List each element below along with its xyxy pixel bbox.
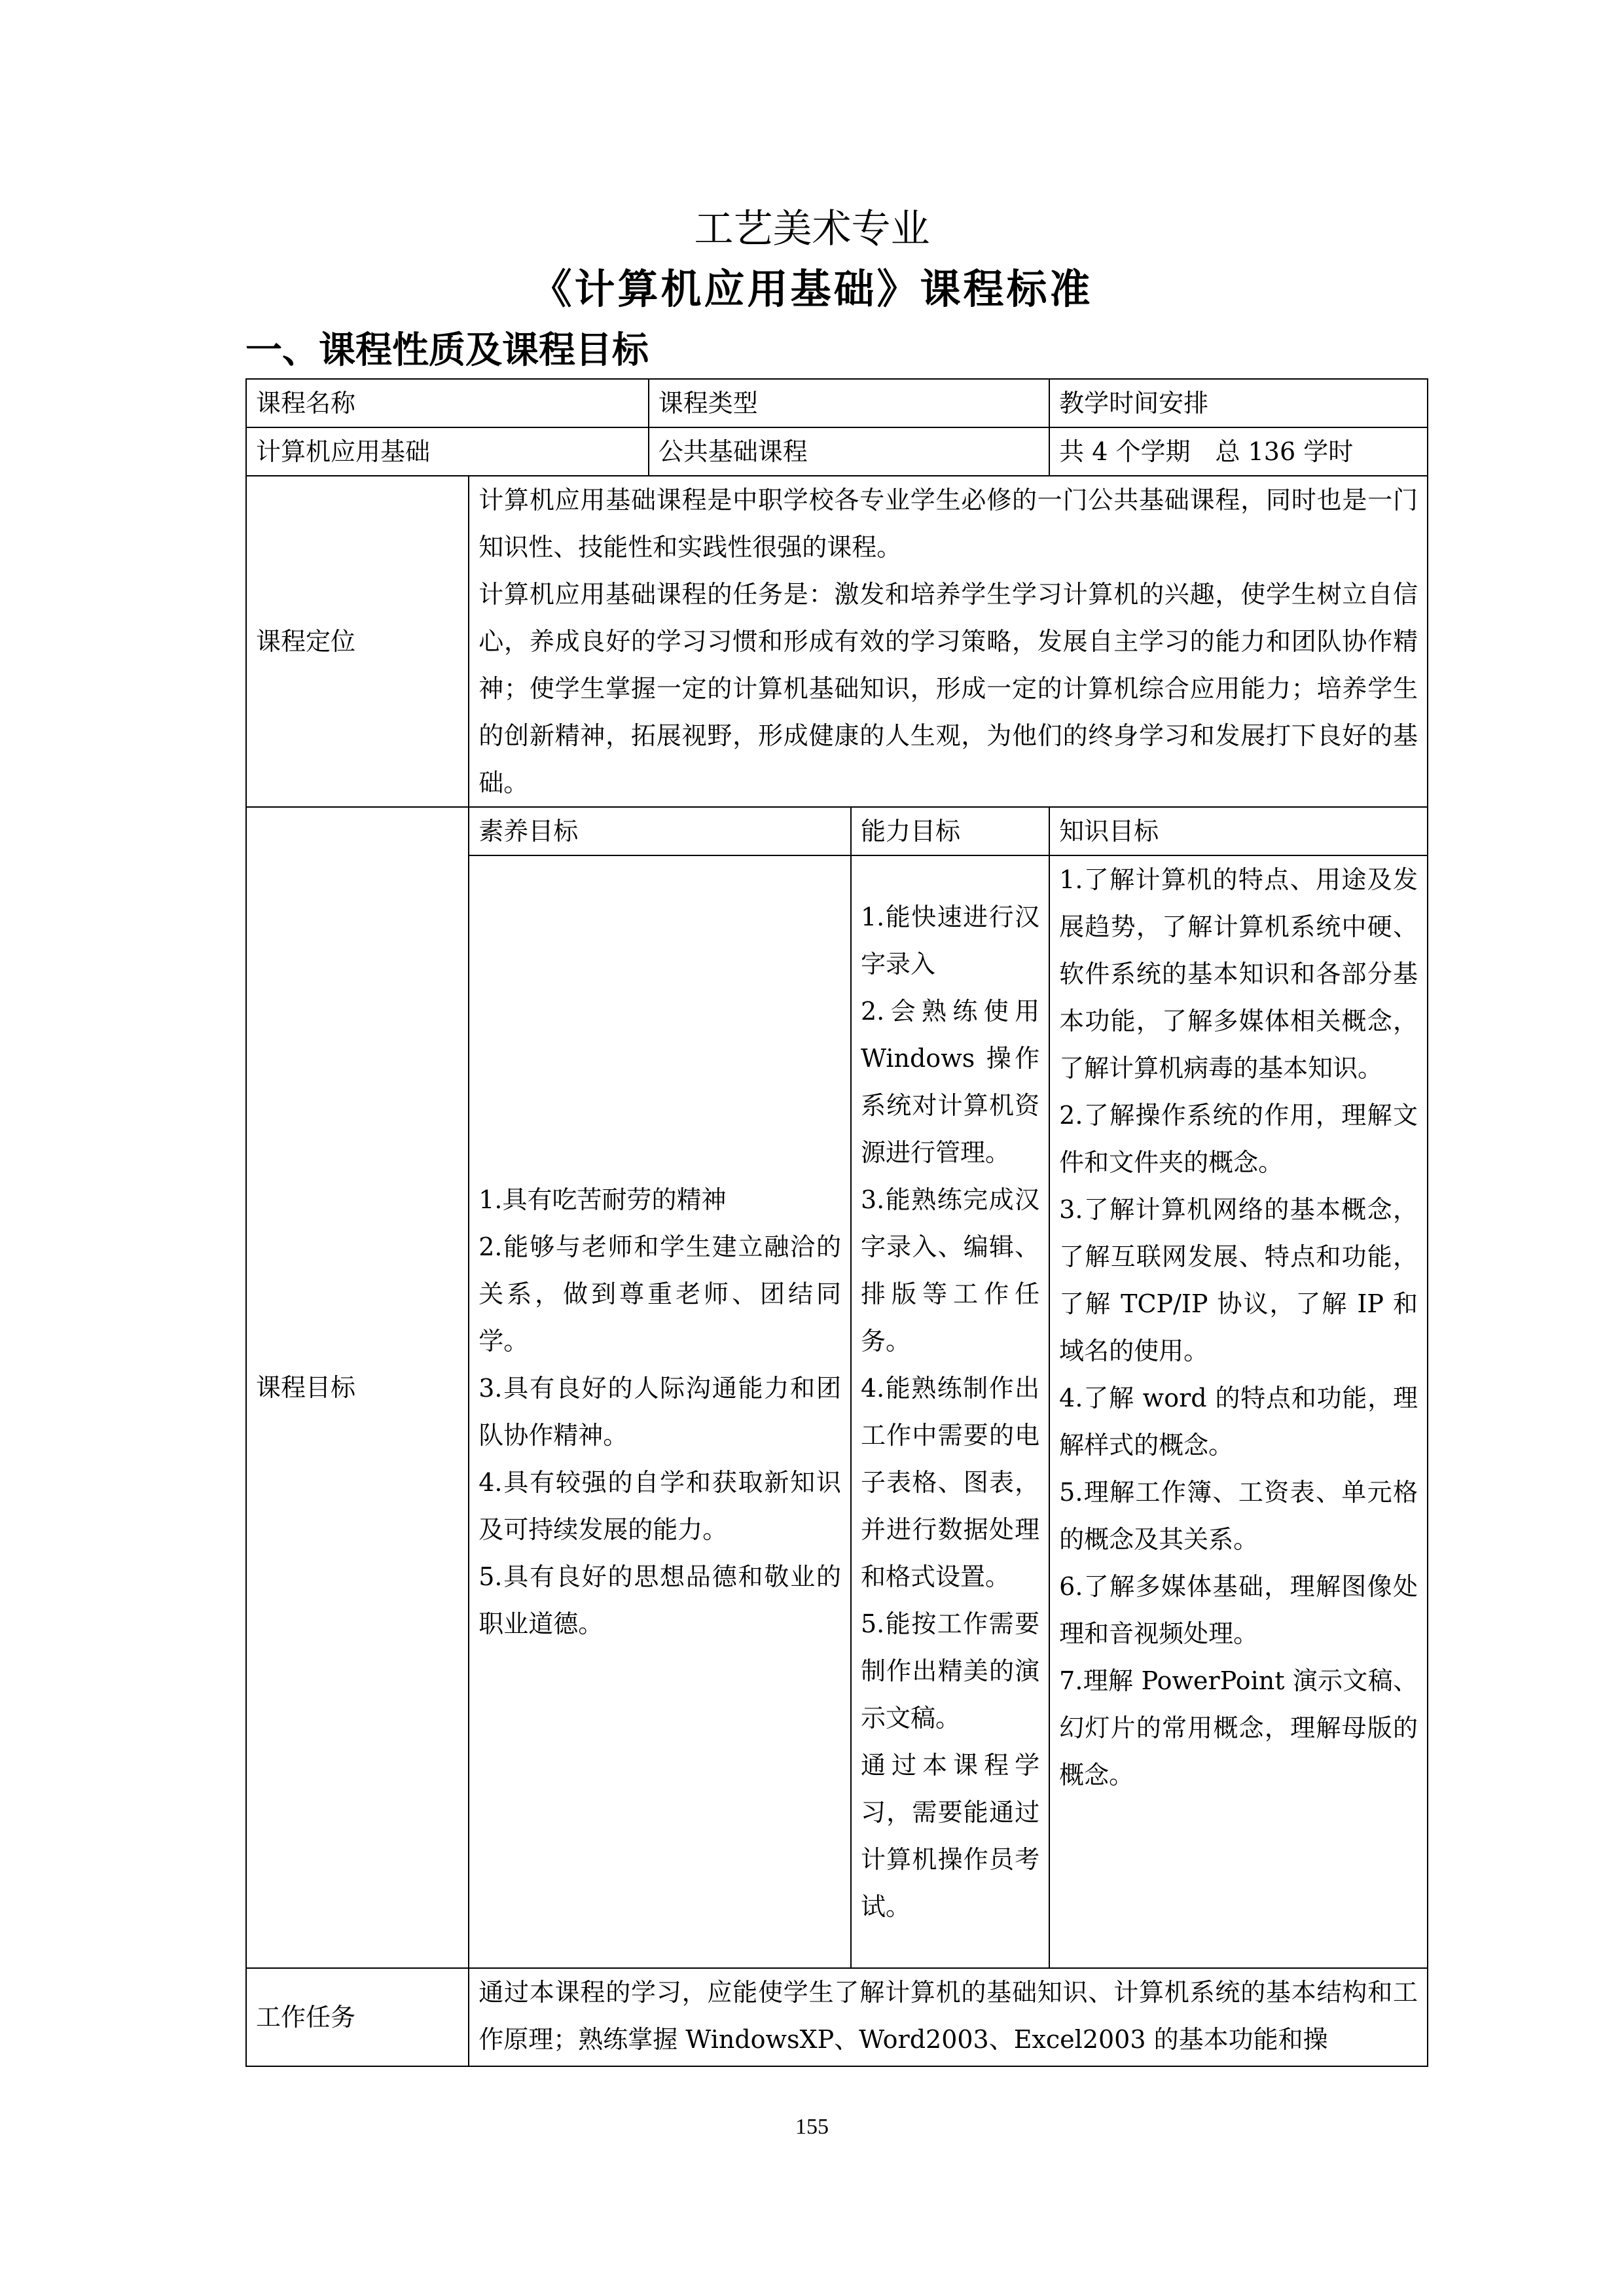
page-number: 155 <box>795 2115 829 2139</box>
course-name-value: 计算机应用基础 <box>246 427 649 476</box>
major-title: 工艺美术专业 <box>694 206 930 252</box>
ability-goal-item: 1.能快速进行汉字录入 <box>860 903 1040 978</box>
goals-header-row <box>246 807 1428 855</box>
course-standard-table <box>245 378 1428 2067</box>
quality-goals-header: 素养目标 <box>469 807 851 855</box>
positioning-label: 课程定位 <box>246 476 469 807</box>
knowledge-goal-item: 1.了解计算机的特点、用途及发展趋势，了解计算机系统中硬、软件系统的基本知识和各部分基本功能，了解多媒体相关概念，了解计算机病毒的基本知识。 <box>1059 865 1418 1083</box>
positioning-content <box>469 476 1428 807</box>
quality-goal-item: 3.具有良好的人际沟通能力和团队协作精神。 <box>478 1374 841 1450</box>
header-schedule: 教学时间安排 <box>1049 379 1428 427</box>
quality-goals-list <box>469 855 851 1968</box>
tasks-row <box>246 1968 1428 2066</box>
tasks-label: 工作任务 <box>246 1968 469 2066</box>
knowledge-goal-item: 3.了解计算机网络的基本概念，了解互联网发展、特点和功能，了解 TCP/IP 协议，了解 IP 和域名的使用。 <box>1059 1195 1418 1365</box>
knowledge-goals-header: 知识目标 <box>1049 807 1428 855</box>
ability-goals-list <box>851 855 1049 1968</box>
section-heading: 一、课程性质及课程目标 <box>245 329 649 372</box>
ability-goals-header: 能力目标 <box>851 807 1049 855</box>
quality-goal-item: 5.具有良好的思想品德和敬业的职业道德。 <box>478 1562 841 1638</box>
table-info-row <box>246 427 1428 476</box>
schedule-value: 共 4 个学期 总 136 学时 <box>1049 427 1428 476</box>
course-title: 《计算机应用基础》课程标准 <box>531 265 1093 313</box>
header-course-name: 课程名称 <box>246 379 649 427</box>
knowledge-goal-item: 5.理解工作簿、工资表、单元格的概念及其关系。 <box>1059 1478 1418 1554</box>
knowledge-goal-item: 2.了解操作系统的作用，理解文件和文件夹的概念。 <box>1059 1101 1418 1177</box>
tasks-content: 通过本课程的学习，应能使学生了解计算机的基础知识、计算机系统的基本结构和工作原理；熟练掌握 WindowsXP、Word2003、Excel2003 的基本功能和操 <box>469 1968 1428 2066</box>
positioning-row <box>246 476 1428 807</box>
knowledge-goals-list <box>1049 855 1428 1968</box>
ability-goal-item: 5.能按工作需要制作出精美的演示文稿。 <box>860 1609 1040 1732</box>
ability-goal-item: 3.能熟练完成汉字录入、编辑、排版等工作任务。 <box>860 1185 1040 1355</box>
course-type-value: 公共基础课程 <box>649 427 1049 476</box>
header-course-type: 课程类型 <box>649 379 1049 427</box>
knowledge-goal-item: 6.了解多媒体基础，理解图像处理和音视频处理。 <box>1059 1572 1418 1648</box>
knowledge-goal-item: 4.了解 word 的特点和功能，理解样式的概念。 <box>1059 1384 1418 1460</box>
goals-label: 课程目标 <box>246 807 469 1968</box>
positioning-paragraph-2: 计算机应用基础课程的任务是：激发和培养学生学习计算机的兴趣，使学生树立自信心，养成良好的学习习惯和形成有效的学习策略，发展自主学习的能力和团队协作精神；使学生掌握一定的计算机基础知识，形成一定的计算机综合应用能力；培养学生的创新精神，拓展视野，形成健康的人生观，为他们的终身学习和发展打下良好的基础。 <box>478 580 1418 797</box>
ability-goal-item: 4.能熟练制作出工作中需要的电子表格、图表，并进行数据处理和格式设置。 <box>860 1374 1040 1591</box>
table-header-row <box>246 379 1428 427</box>
knowledge-goal-item: 7.理解 PowerPoint 演示文稿、幻灯片的常用概念，理解母版的概念。 <box>1059 1666 1418 1789</box>
quality-goal-item: 1.具有吃苦耐劳的精神 <box>478 1185 727 1214</box>
quality-goal-item: 2.能够与老师和学生建立融洽的关系，做到尊重老师、团结同学。 <box>478 1232 841 1355</box>
positioning-paragraph-1: 计算机应用基础课程是中职学校各专业学生必修的一门公共基础课程，同时也是一门知识性、技能性和实践性很强的课程。 <box>478 486 1418 562</box>
ability-goal-note: 通过本课程学习，需要能通过计算机操作员考试。 <box>860 1751 1040 1921</box>
ability-goal-item: 2.会熟练使用 Windows 操作系统对计算机资源进行管理。 <box>860 997 1040 1167</box>
quality-goal-item: 4.具有较强的自学和获取新知识及可持续发展的能力。 <box>478 1468 841 1544</box>
